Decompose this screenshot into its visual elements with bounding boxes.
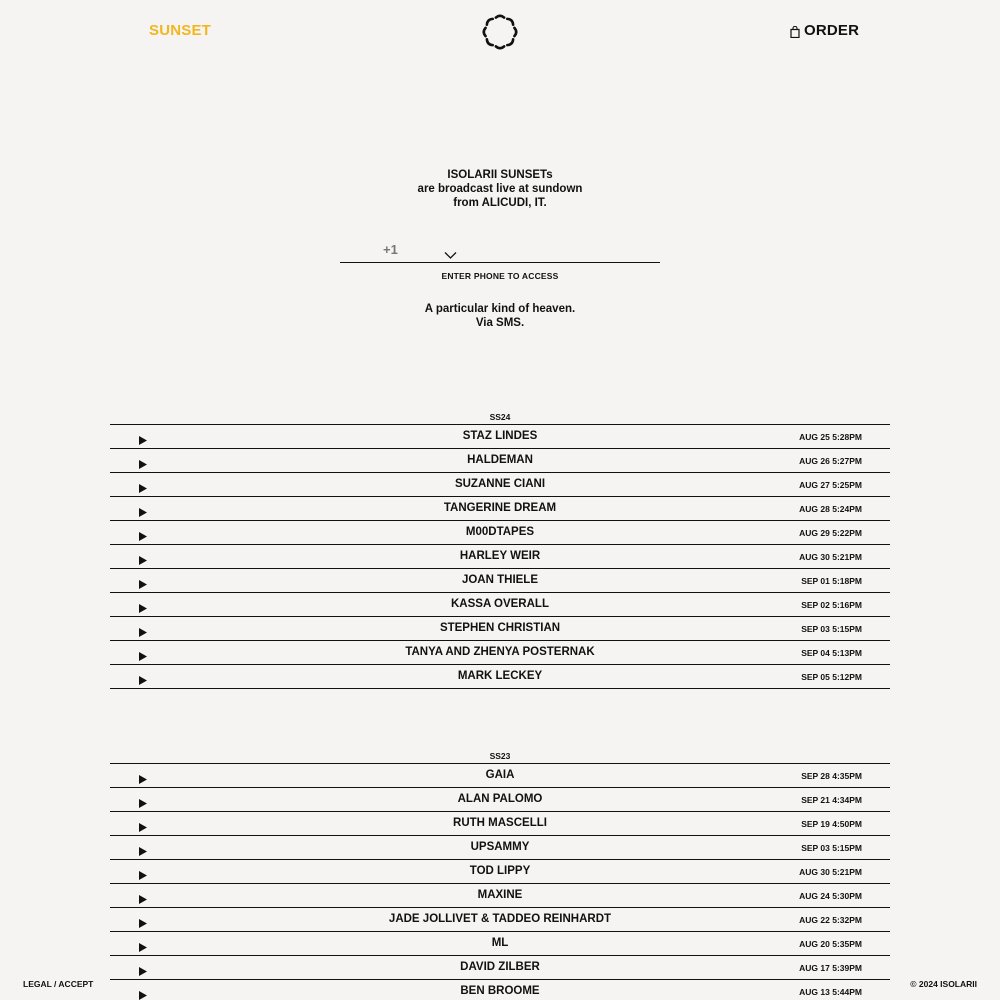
broadcast-title: M00DTAPES bbox=[465, 526, 535, 538]
broadcast-row[interactable] bbox=[110, 665, 890, 689]
broadcast-title: ALAN PALOMO bbox=[457, 793, 543, 805]
play-icon[interactable] bbox=[139, 867, 147, 876]
broadcast-date: SEP 05 5:12PM bbox=[801, 672, 862, 682]
broadcast-title: UPSAMMY bbox=[470, 841, 530, 853]
play-icon[interactable] bbox=[139, 648, 147, 657]
broadcast-date: SEP 02 5:16PM bbox=[801, 600, 862, 610]
broadcast-date: SEP 21 4:34PM bbox=[801, 795, 862, 805]
broadcast-title: TANGERINE DREAM bbox=[443, 502, 557, 514]
flower-ring-icon[interactable] bbox=[480, 12, 520, 52]
season-ss23 bbox=[110, 750, 890, 1000]
copyright: © 2024 ISOLARII bbox=[910, 979, 977, 989]
broadcast-row[interactable] bbox=[110, 497, 890, 521]
tagline-line: A particular kind of heaven. bbox=[424, 303, 576, 315]
play-icon[interactable] bbox=[139, 552, 147, 561]
phone-hint: ENTER PHONE TO ACCESS bbox=[441, 271, 559, 281]
play-icon[interactable] bbox=[139, 843, 147, 852]
play-icon[interactable] bbox=[139, 963, 147, 972]
broadcast-title: TANYA AND ZHENYA POSTERNAK bbox=[405, 646, 595, 658]
play-icon[interactable] bbox=[139, 504, 147, 513]
tagline bbox=[0, 302, 1000, 330]
broadcast-date: AUG 13 5:44PM bbox=[799, 987, 862, 997]
play-icon[interactable] bbox=[139, 795, 147, 804]
broadcast-row[interactable] bbox=[110, 521, 890, 545]
broadcast-date: AUG 22 5:32PM bbox=[799, 915, 862, 925]
broadcast-date: AUG 24 5:30PM bbox=[799, 891, 862, 901]
broadcast-row[interactable] bbox=[110, 593, 890, 617]
play-icon[interactable] bbox=[139, 672, 147, 681]
broadcast-title: TOD LIPPY bbox=[469, 865, 531, 877]
season-title: SS24 bbox=[110, 411, 890, 425]
broadcast-title: STEPHEN CHRISTIAN bbox=[439, 622, 561, 634]
broadcast-title: GAIA bbox=[485, 769, 515, 781]
broadcast-row[interactable] bbox=[110, 908, 890, 932]
tagline-line: Via SMS. bbox=[475, 317, 525, 329]
header bbox=[0, 0, 1000, 64]
order-label: ORDER bbox=[804, 22, 860, 39]
play-icon[interactable] bbox=[139, 576, 147, 585]
broadcast-date: AUG 30 5:21PM bbox=[799, 867, 862, 877]
phone-input[interactable] bbox=[470, 240, 659, 262]
broadcast-row[interactable] bbox=[110, 569, 890, 593]
broadcast-row[interactable] bbox=[110, 641, 890, 665]
broadcast-row[interactable] bbox=[110, 932, 890, 956]
play-icon[interactable] bbox=[139, 600, 147, 609]
broadcast-date: AUG 26 5:27PM bbox=[799, 456, 862, 466]
broadcast-title: RUTH MASCELLI bbox=[453, 817, 547, 829]
intro-text bbox=[0, 168, 1000, 210]
intro-line: are broadcast live at sundown bbox=[417, 183, 583, 195]
broadcast-title: BEN BROOME bbox=[460, 985, 540, 997]
season-ss24 bbox=[110, 411, 890, 689]
broadcast-title: MARK LECKEY bbox=[457, 670, 543, 682]
broadcast-row[interactable] bbox=[110, 884, 890, 908]
legal-accept-link[interactable]: LEGAL / ACCEPT bbox=[23, 979, 94, 989]
play-icon[interactable] bbox=[139, 915, 147, 924]
play-icon[interactable] bbox=[139, 456, 147, 465]
broadcast-title: HARLEY WEIR bbox=[459, 550, 541, 562]
phone-field bbox=[340, 238, 660, 263]
country-code[interactable]: +1 bbox=[383, 242, 398, 257]
broadcast-row[interactable] bbox=[110, 617, 890, 641]
play-icon[interactable] bbox=[139, 432, 147, 441]
broadcast-row[interactable] bbox=[110, 812, 890, 836]
broadcast-title: JOAN THIELE bbox=[461, 574, 539, 586]
broadcast-row[interactable] bbox=[110, 545, 890, 569]
broadcast-date: AUG 20 5:35PM bbox=[799, 939, 862, 949]
phone-form bbox=[340, 238, 660, 281]
play-icon[interactable] bbox=[139, 987, 147, 996]
broadcast-title: SUZANNE CIANI bbox=[454, 478, 546, 490]
play-icon[interactable] bbox=[139, 528, 147, 537]
intro-line: from ALICUDI, IT. bbox=[453, 197, 547, 209]
broadcast-title: DAVID ZILBER bbox=[460, 961, 540, 973]
broadcast-row[interactable] bbox=[110, 980, 890, 1000]
play-icon[interactable] bbox=[139, 891, 147, 900]
broadcast-date: AUG 17 5:39PM bbox=[799, 963, 862, 973]
sunset-link[interactable]: SUNSET bbox=[149, 22, 212, 39]
play-icon[interactable] bbox=[139, 624, 147, 633]
broadcast-title: ML bbox=[491, 937, 509, 949]
broadcast-date: SEP 01 5:18PM bbox=[801, 576, 862, 586]
intro-line: ISOLARII SUNSETs bbox=[447, 169, 553, 181]
broadcast-title: KASSA OVERALL bbox=[451, 598, 549, 610]
broadcast-date: AUG 25 5:28PM bbox=[799, 432, 862, 442]
play-icon[interactable] bbox=[139, 939, 147, 948]
broadcast-date: AUG 29 5:22PM bbox=[799, 528, 862, 538]
season-title: SS23 bbox=[110, 750, 890, 764]
broadcast-row[interactable] bbox=[110, 449, 890, 473]
broadcast-date: AUG 28 5:24PM bbox=[799, 504, 862, 514]
broadcast-date: AUG 27 5:25PM bbox=[799, 480, 862, 490]
broadcast-list bbox=[110, 425, 890, 689]
play-icon[interactable] bbox=[139, 819, 147, 828]
broadcast-title: HALDEMAN bbox=[467, 454, 533, 466]
broadcast-date: SEP 28 4:35PM bbox=[801, 771, 862, 781]
broadcast-title: MAXINE bbox=[477, 889, 523, 901]
broadcast-row[interactable] bbox=[110, 425, 890, 449]
broadcast-row[interactable] bbox=[110, 836, 890, 860]
broadcast-date: AUG 30 5:21PM bbox=[799, 552, 862, 562]
broadcast-list bbox=[110, 764, 890, 1000]
broadcast-title: JADE JOLLIVET & TADDEO REINHARDT bbox=[388, 913, 612, 925]
broadcast-date: SEP 04 5:13PM bbox=[801, 648, 862, 658]
chevron-down-icon[interactable] bbox=[444, 247, 457, 256]
broadcast-row[interactable] bbox=[110, 764, 890, 788]
play-icon[interactable] bbox=[139, 771, 147, 780]
broadcast-row[interactable] bbox=[110, 860, 890, 884]
order-button[interactable] bbox=[790, 22, 859, 39]
play-icon[interactable] bbox=[139, 480, 147, 489]
broadcast-date: SEP 03 5:15PM bbox=[801, 624, 862, 634]
broadcast-row[interactable] bbox=[110, 473, 890, 497]
broadcast-row[interactable] bbox=[110, 956, 890, 980]
broadcast-date: SEP 19 4:50PM bbox=[801, 819, 862, 829]
broadcast-title: STAZ LINDES bbox=[462, 430, 538, 442]
broadcast-date: SEP 03 5:15PM bbox=[801, 843, 862, 853]
broadcast-row[interactable] bbox=[110, 788, 890, 812]
shopping-bag-icon bbox=[790, 25, 800, 37]
